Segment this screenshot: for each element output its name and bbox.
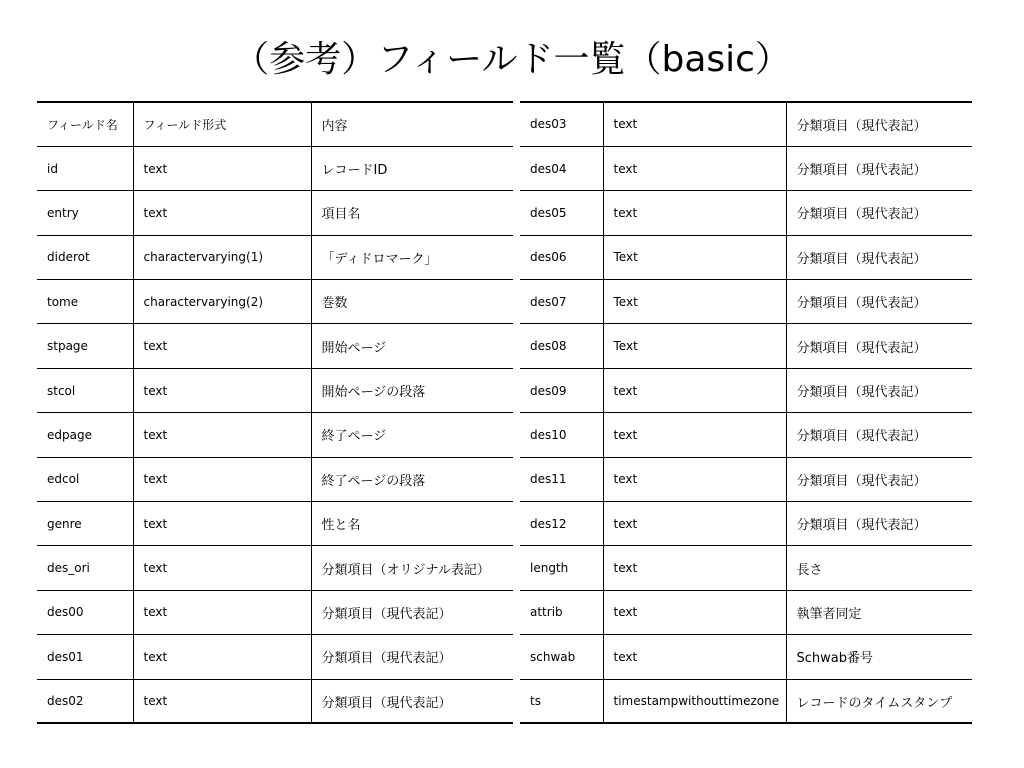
field-description-cell: レコードのタイムスタンプ bbox=[786, 679, 972, 723]
table-row bbox=[37, 457, 513, 501]
field-table-left bbox=[37, 101, 513, 724]
table-row bbox=[37, 413, 513, 457]
field-description-cell: 終了ページ bbox=[311, 413, 513, 457]
table-row bbox=[520, 679, 972, 723]
field-type-cell: text bbox=[133, 635, 311, 679]
table-row bbox=[520, 413, 972, 457]
table-row bbox=[520, 457, 972, 501]
field-type-cell: text bbox=[133, 191, 311, 235]
table-row bbox=[520, 590, 972, 634]
field-name-cell: des_ori bbox=[37, 546, 133, 590]
field-description-cell: 分類項目（現代表記） bbox=[311, 635, 513, 679]
field-type-cell: timestampwithouttimezone bbox=[603, 679, 786, 723]
table-row bbox=[37, 235, 513, 279]
field-type-cell: text bbox=[603, 635, 786, 679]
table-row bbox=[520, 280, 972, 324]
field-name-cell: des06 bbox=[520, 235, 603, 279]
table-row bbox=[37, 102, 513, 146]
field-name-cell: attrib bbox=[520, 590, 603, 634]
field-description-cell: 「ディドロマーク」 bbox=[311, 235, 513, 279]
field-description-cell: 分類項目（現代表記） bbox=[311, 679, 513, 723]
field-description-cell: 分類項目（現代表記） bbox=[786, 235, 972, 279]
field-type-cell: フィールド形式 bbox=[133, 102, 311, 146]
field-name-cell: des12 bbox=[520, 502, 603, 546]
field-name-cell: des05 bbox=[520, 191, 603, 235]
field-name-cell: length bbox=[520, 546, 603, 590]
field-description-cell: 分類項目（オリジナル表記） bbox=[311, 546, 513, 590]
field-description-cell: 分類項目（現代表記） bbox=[786, 146, 972, 190]
table-row bbox=[520, 146, 972, 190]
field-type-cell: charactervarying(2) bbox=[133, 280, 311, 324]
field-description-cell: レコードID bbox=[311, 146, 513, 190]
field-description-cell: 性と名 bbox=[311, 502, 513, 546]
field-type-cell: text bbox=[603, 502, 786, 546]
field-description-cell: 終了ページの段落 bbox=[311, 457, 513, 501]
field-type-cell: text bbox=[603, 590, 786, 634]
field-name-cell: entry bbox=[37, 191, 133, 235]
field-type-cell: text bbox=[603, 191, 786, 235]
table-row bbox=[37, 502, 513, 546]
field-type-cell: Text bbox=[603, 235, 786, 279]
field-type-cell: Text bbox=[603, 324, 786, 368]
field-name-cell: stcol bbox=[37, 368, 133, 412]
table-row bbox=[520, 635, 972, 679]
table-row bbox=[37, 280, 513, 324]
field-name-cell: genre bbox=[37, 502, 133, 546]
page-title: （参考）フィールド一覧（basic） bbox=[233, 39, 791, 80]
field-type-cell: text bbox=[133, 546, 311, 590]
field-table-right bbox=[520, 101, 972, 724]
field-name-cell: edcol bbox=[37, 457, 133, 501]
field-name-cell: tome bbox=[37, 280, 133, 324]
field-name-cell: des11 bbox=[520, 457, 603, 501]
table-row bbox=[37, 146, 513, 190]
field-name-cell: des00 bbox=[37, 590, 133, 634]
field-description-cell: 分類項目（現代表記） bbox=[786, 368, 972, 412]
field-description-cell: 分類項目（現代表記） bbox=[786, 457, 972, 501]
table-row bbox=[37, 590, 513, 634]
field-description-cell: 分類項目（現代表記） bbox=[311, 590, 513, 634]
field-type-cell: text bbox=[133, 502, 311, 546]
field-description-cell: 開始ページの段落 bbox=[311, 368, 513, 412]
field-type-cell: text bbox=[133, 590, 311, 634]
field-name-cell: des09 bbox=[520, 368, 603, 412]
table-row bbox=[520, 102, 972, 146]
field-type-cell: text bbox=[133, 457, 311, 501]
field-type-cell: charactervarying(1) bbox=[133, 235, 311, 279]
table-row bbox=[520, 546, 972, 590]
table-row bbox=[37, 191, 513, 235]
field-name-cell: des04 bbox=[520, 146, 603, 190]
field-type-cell: text bbox=[603, 146, 786, 190]
table-row bbox=[520, 235, 972, 279]
field-description-cell: 分類項目（現代表記） bbox=[786, 102, 972, 146]
field-type-cell: Text bbox=[603, 280, 786, 324]
field-type-cell: text bbox=[603, 546, 786, 590]
field-description-cell: 開始ページ bbox=[311, 324, 513, 368]
field-description-cell: 分類項目（現代表記） bbox=[786, 502, 972, 546]
table-row bbox=[37, 368, 513, 412]
field-name-cell: des02 bbox=[37, 679, 133, 723]
field-type-cell: text bbox=[133, 324, 311, 368]
field-description-cell: 分類項目（現代表記） bbox=[786, 191, 972, 235]
table-row bbox=[37, 324, 513, 368]
field-description-cell: 分類項目（現代表記） bbox=[786, 280, 972, 324]
field-type-cell: text bbox=[603, 413, 786, 457]
table-row bbox=[520, 502, 972, 546]
field-name-cell: ts bbox=[520, 679, 603, 723]
field-name-cell: stpage bbox=[37, 324, 133, 368]
field-type-cell: text bbox=[133, 146, 311, 190]
table-row bbox=[520, 191, 972, 235]
field-name-cell: des03 bbox=[520, 102, 603, 146]
field-name-cell: id bbox=[37, 146, 133, 190]
field-name-cell: diderot bbox=[37, 235, 133, 279]
field-description-cell: 項目名 bbox=[311, 191, 513, 235]
field-name-cell: フィールド名 bbox=[37, 102, 133, 146]
field-description-cell: Schwab番号 bbox=[786, 635, 972, 679]
table-row bbox=[520, 368, 972, 412]
field-type-cell: text bbox=[133, 679, 311, 723]
table-row bbox=[37, 546, 513, 590]
field-type-cell: text bbox=[603, 368, 786, 412]
field-type-cell: text bbox=[603, 457, 786, 501]
field-name-cell: des01 bbox=[37, 635, 133, 679]
field-description-cell: 分類項目（現代表記） bbox=[786, 324, 972, 368]
field-name-cell: des10 bbox=[520, 413, 603, 457]
field-description-cell: 内容 bbox=[311, 102, 513, 146]
field-type-cell: text bbox=[133, 413, 311, 457]
table-row bbox=[37, 679, 513, 723]
field-name-cell: edpage bbox=[37, 413, 133, 457]
field-name-cell: schwab bbox=[520, 635, 603, 679]
field-description-cell: 長さ bbox=[786, 546, 972, 590]
field-description-cell: 分類項目（現代表記） bbox=[786, 413, 972, 457]
field-description-cell: 執筆者同定 bbox=[786, 590, 972, 634]
table-row bbox=[520, 324, 972, 368]
field-type-cell: text bbox=[133, 368, 311, 412]
field-name-cell: des07 bbox=[520, 280, 603, 324]
table-row bbox=[37, 635, 513, 679]
field-type-cell: text bbox=[603, 102, 786, 146]
field-description-cell: 巻数 bbox=[311, 280, 513, 324]
field-name-cell: des08 bbox=[520, 324, 603, 368]
